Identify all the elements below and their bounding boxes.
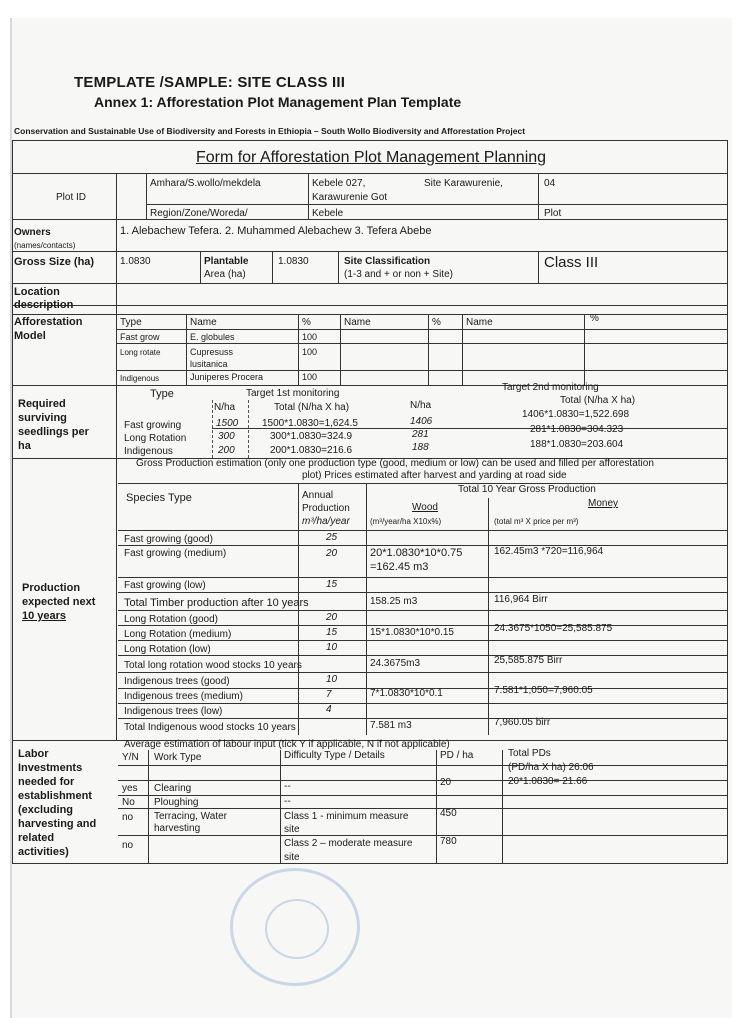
- in-medium-wood: 7*1.0830*10*0.1: [370, 688, 443, 699]
- model-name-head-3: Name: [466, 317, 493, 328]
- kebele-got: Karawurenie Got: [312, 192, 388, 203]
- seedling-row-t2: 281*1.0830=304.323: [530, 424, 624, 435]
- in-total-label: Total Indigenous wood stocks 10 years: [124, 722, 296, 733]
- model-row-pct: 100: [302, 347, 318, 357]
- seedling-row-t1: 200*1.0830=216.6: [270, 445, 353, 456]
- fg-low-value: 15: [326, 579, 338, 590]
- in-good-value: 10: [326, 674, 338, 685]
- seedling-row-t2: 1406*1.0830=1,522.698: [522, 409, 630, 420]
- fg-medium-value: 20: [326, 548, 338, 559]
- production-note: Gross Production estimation (only one production type (good, medium or low) can be used and filled per afforestation: [136, 458, 654, 469]
- seedlings-label: Required: [18, 398, 66, 410]
- labor-yn-head: Y/N: [122, 752, 139, 763]
- annual-head-2: Production: [302, 503, 350, 514]
- seedling-row-n2: 281: [412, 429, 429, 440]
- project-name: Conservation and Sustainable Use of Biodiversity and Forests in Ethiopia – South Wollo Biodiversity and Afforestation Project: [14, 126, 526, 136]
- site-class-sublabel: (1-3 and + or non + Site): [344, 269, 453, 280]
- lr-medium-label: Long Rotation (medium): [124, 629, 232, 640]
- seedlings-type-head: Type: [150, 388, 174, 400]
- annual-head: Annual: [302, 490, 334, 501]
- labor-row-difficulty: Class 1 - minimum measure: [284, 811, 409, 822]
- labor-label-7: related: [18, 832, 55, 844]
- in-total-wood: 7.581 m3: [370, 720, 412, 731]
- model-pct-head: %: [302, 317, 311, 328]
- model-pct-head-2: %: [432, 317, 441, 328]
- region-label: Region/Zone/Woreda/: [150, 208, 248, 219]
- region-value: Amhara/S.wollo/mekdela: [150, 178, 261, 189]
- labor-label: Labor: [18, 748, 49, 760]
- in-total-money: 7,960.05 birr: [494, 717, 551, 728]
- site-class-label: Site Classification: [344, 256, 431, 267]
- money-head: Money: [588, 498, 619, 509]
- in-medium-value: 7: [326, 689, 332, 700]
- labor-row-work: Clearing: [154, 783, 192, 794]
- labor-label-8: activities): [18, 846, 69, 858]
- model-row-type: Fast grow: [120, 332, 160, 342]
- money-unit: (total m³ X price per m³): [494, 517, 579, 526]
- model-row-name: E. globules: [190, 332, 235, 342]
- target-1-nha: N/ha: [214, 402, 236, 413]
- location-sublabel: description: [14, 299, 74, 311]
- plot-value: 04: [544, 178, 556, 189]
- labor-row-difficulty: Class 2 – moderate measure: [284, 838, 413, 849]
- in-medium-label: Indigenous trees (medium): [124, 691, 243, 702]
- seedling-row-n1: 200: [218, 445, 235, 456]
- labor-label-2: Investments: [18, 762, 83, 774]
- gross-size-label: Gross Size (ha): [14, 256, 95, 268]
- model-pct-head-3: %: [590, 313, 599, 324]
- production-label-2: expected next: [22, 596, 96, 608]
- labor-row-difficulty-cont: site: [284, 852, 300, 863]
- labor-row-yn: no: [122, 812, 134, 823]
- target-2-total: Total (N/ha X ha): [560, 395, 636, 406]
- kebele-label: Kebele: [312, 208, 344, 219]
- fg-medium-wood-2: =162.45 m3: [370, 561, 429, 573]
- site-value: Site Karawurenie,: [424, 178, 503, 189]
- wood-head: Wood: [412, 502, 438, 513]
- labor-work-head: Work Type: [154, 752, 202, 763]
- labor-row-yn: yes: [122, 783, 138, 794]
- site-class-value: Class III: [544, 254, 599, 271]
- model-name-head-2: Name: [344, 317, 371, 328]
- fg-good-label: Fast growing (good): [124, 534, 213, 545]
- lr-total-money: 25,585.875 Birr: [494, 655, 563, 666]
- template-heading: TEMPLATE /SAMPLE: SITE CLASS III: [74, 74, 346, 91]
- labor-difficulty-head: Difficulty Type / Details: [284, 750, 385, 761]
- seedling-row-type: Long Rotation: [124, 433, 187, 444]
- lr-medium-value: 15: [326, 627, 338, 638]
- timber-total-label: Total Timber production after 10 years: [124, 597, 309, 609]
- species-type-head: Species Type: [126, 492, 192, 504]
- target-1-head: Target 1st monitoring: [246, 388, 340, 399]
- plot-label: Plot: [544, 208, 562, 219]
- target-2-head: Target 2nd monitoring: [502, 382, 599, 393]
- model-row-type: Indigenous: [120, 374, 160, 383]
- labor-row-difficulty: --: [284, 796, 291, 807]
- fg-good-value: 25: [326, 532, 338, 543]
- lr-good-label: Long Rotation (good): [124, 614, 218, 625]
- official-stamp: [230, 868, 360, 986]
- labor-total-pds-head: Total PDs: [508, 748, 551, 759]
- seedling-row-n1: 300: [218, 431, 235, 442]
- form-title: Form for Afforestation Plot Management Planning: [195, 149, 547, 166]
- fg-low-label: Fast growing (low): [124, 580, 206, 591]
- target-1-total: Total (N/ha X ha): [274, 402, 350, 413]
- labor-total-pds-value: 20*1.0830= 21.66: [508, 776, 588, 787]
- labor-row-pd: 780: [440, 836, 457, 847]
- seedlings-label-2: surviving: [18, 412, 67, 424]
- model-row-name: Cupresuss: [190, 347, 234, 357]
- seedling-row-type: Fast growing: [124, 420, 182, 431]
- labor-row-pd: 20: [440, 777, 452, 788]
- lr-low-label: Long Rotation (low): [124, 644, 211, 655]
- model-row-name: Juniperes Procera: [190, 372, 264, 382]
- gross-size-value: 1.0830: [120, 256, 151, 267]
- labor-label-5: (excluding: [18, 804, 74, 816]
- annual-head-3: m³/ha/year: [302, 516, 350, 527]
- lr-good-value: 20: [326, 612, 338, 623]
- timber-total-wood: 158.25 m3: [370, 596, 418, 607]
- labor-note: Average estimation of labour input (tick Y if applicable, N if not applicable): [124, 739, 450, 750]
- plantable-sublabel: Area (ha): [204, 269, 246, 280]
- model-label: Afforestation: [14, 316, 83, 328]
- owners-value: 1. Alebachew Tefera. 2. Muhammed Alebachew 3. Tefera Abebe: [120, 225, 432, 237]
- seedling-row-n2: 1406: [410, 416, 433, 427]
- fg-medium-money: 162.45m3 *720=116,964: [494, 546, 604, 557]
- labor-label-3: needed for: [18, 776, 75, 788]
- lr-medium-wood: 15*1.0830*10*0.15: [370, 627, 454, 638]
- labor-row-difficulty-cont: site: [284, 824, 300, 835]
- plantable-label: Plantable: [204, 256, 249, 267]
- lr-medium-money: 24.3675*1050=25,585.875: [494, 623, 613, 634]
- seedling-row-n1: 1500: [216, 418, 239, 429]
- model-row-pct: 100: [302, 372, 318, 382]
- production-label: Production: [22, 582, 81, 594]
- kebele-value: Kebele 027,: [312, 178, 366, 189]
- labor-row-yn: no: [122, 840, 134, 851]
- location-label: Location: [14, 286, 60, 298]
- production-note-2: plot) Prices estimated after harvest and yarding at road side: [302, 470, 567, 481]
- production-label-3: 10 years: [22, 610, 67, 622]
- timber-total-money: 116,964 Birr: [494, 594, 548, 605]
- model-row-pct: 100: [302, 332, 318, 342]
- owners-sublabel: (names/contacts): [14, 241, 76, 250]
- seedling-row-n2: 188: [412, 442, 429, 453]
- labor-row-work-cont: harvesting: [154, 823, 201, 834]
- plantable-value: 1.0830: [278, 256, 309, 267]
- seedlings-label-3: seedlings per: [18, 426, 89, 438]
- labor-row-work: Terracing, Water: [154, 811, 227, 822]
- labor-row-work: Ploughing: [154, 797, 199, 808]
- in-low-label: Indigenous trees (low): [124, 706, 223, 717]
- owners-label: Owners: [14, 227, 51, 238]
- lr-total-wood: 24.3675m3: [370, 658, 421, 669]
- seedling-row-type: Indigenous: [124, 446, 173, 457]
- model-name-head: Name: [190, 317, 217, 328]
- fg-medium-wood: 20*1.0830*10*0.75: [370, 547, 463, 559]
- in-low-value: 4: [326, 704, 332, 715]
- labor-row-pd: 450: [440, 808, 457, 819]
- lr-low-value: 10: [326, 642, 338, 653]
- in-medium-money: 7.581*1,050=7,960.05: [494, 685, 593, 696]
- labor-total-pds-sub: (PD/ha X ha) 26.06: [508, 762, 594, 773]
- labor-label-6: harvesting and: [18, 818, 97, 830]
- model-type-head: Type: [120, 317, 142, 328]
- labor-pdha-head: PD / ha: [440, 750, 474, 761]
- model-row-name-cont: lusitanica: [190, 359, 228, 369]
- seedling-row-t1: 1500*1.0830=1,624.5: [262, 418, 358, 429]
- target-2-nha: N/ha: [410, 400, 432, 411]
- seedling-row-t2: 188*1.0830=203.604: [530, 439, 624, 450]
- wood-unit: (m³/year/ha X10x%): [370, 517, 442, 526]
- annex-heading: Annex 1: Afforestation Plot Management Plan Template: [94, 94, 462, 110]
- seedling-row-t1: 300*1.0830=324.9: [270, 431, 353, 442]
- model-sublabel: Model: [14, 330, 46, 342]
- labor-row-difficulty: --: [284, 781, 291, 792]
- plot-id-label: Plot ID: [56, 192, 87, 203]
- lr-total-label: Total long rotation wood stocks 10 years: [124, 660, 302, 671]
- total-production-head: Total 10 Year Gross Production: [458, 484, 596, 495]
- seedlings-label-4: ha: [18, 440, 31, 452]
- in-good-label: Indigenous trees (good): [124, 676, 230, 687]
- labor-label-4: establishment: [18, 790, 92, 802]
- fg-medium-label: Fast growing (medium): [124, 548, 227, 559]
- labor-row-yn: No: [122, 797, 135, 808]
- model-row-type: Long rotate: [120, 348, 161, 357]
